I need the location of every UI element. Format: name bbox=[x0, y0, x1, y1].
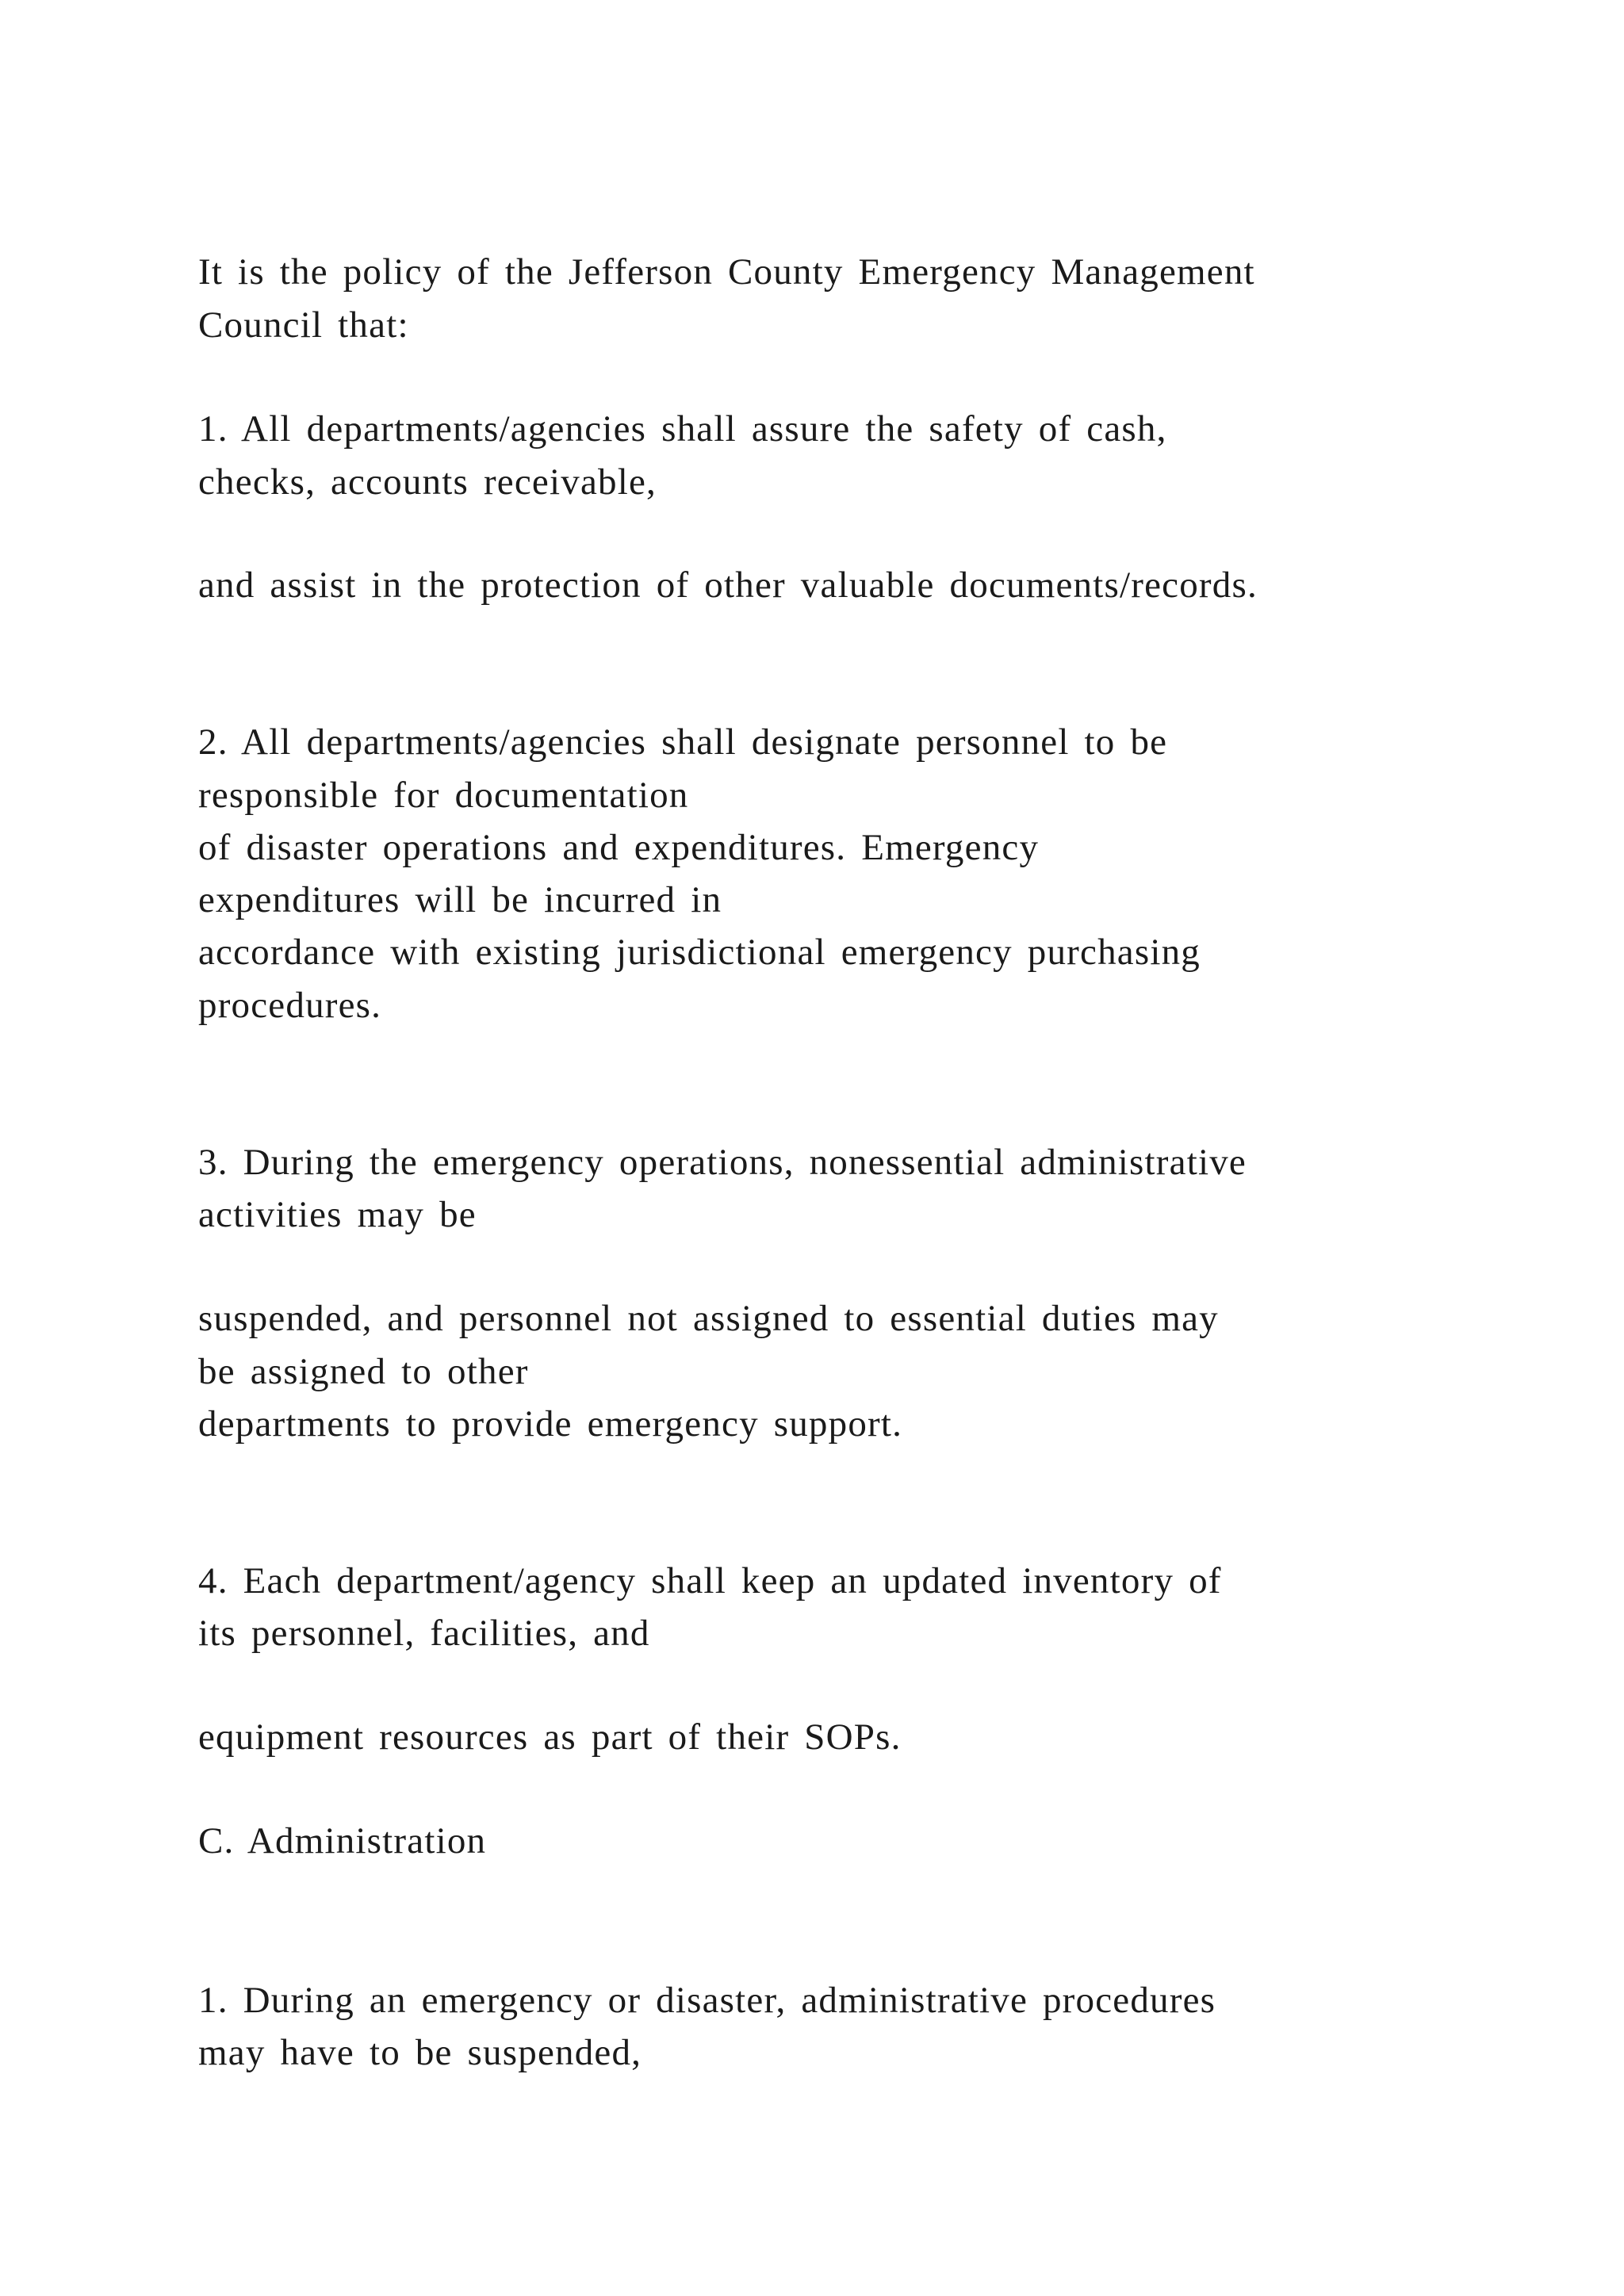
item-4-line-1: 4. Each department/agency shall keep an updated inventory of bbox=[198, 1560, 1222, 1601]
admin-item-1-line-2: may have to be suspended, bbox=[198, 2032, 642, 2073]
item-3-line-5: departments to provide emergency support. bbox=[198, 1403, 903, 1445]
section-heading-administration: C. Administration bbox=[198, 1820, 487, 1862]
item-4-line-2: its personnel, facilities, and bbox=[198, 1613, 650, 1654]
item-1-line-1: 1. All departments/agencies shall assure the safety of cash, bbox=[198, 408, 1167, 450]
item-2-line-2: responsible for documentation bbox=[198, 775, 689, 816]
admin-item-1-line-1: 1. During an emergency or disaster, administrative procedures bbox=[198, 1980, 1216, 2021]
item-1-line-3: and assist in the protection of other valuable documents/records. bbox=[198, 564, 1258, 606]
item-1-line-2: checks, accounts receivable, bbox=[198, 461, 657, 503]
item-2-line-3: of disaster operations and expenditures. Emergency bbox=[198, 827, 1040, 868]
policy-intro-line-1: It is the policy of the Jefferson County Emergency Management bbox=[198, 251, 1255, 293]
item-3-line-2: activities may be bbox=[198, 1194, 477, 1235]
item-2-line-6: procedures. bbox=[198, 985, 382, 1026]
item-3-line-3: suspended, and personnel not assigned to essential duties may bbox=[198, 1298, 1219, 1339]
item-2-line-4: expenditures will be incurred in bbox=[198, 879, 722, 920]
item-3-line-1: 3. During the emergency operations, nonessential administrative bbox=[198, 1142, 1247, 1183]
policy-intro-line-2: Council that: bbox=[198, 304, 409, 346]
item-2-line-5: accordance with existing jurisdictional emergency purchasing bbox=[198, 932, 1201, 973]
item-2-line-1: 2. All departments/agencies shall designate personnel to be bbox=[198, 721, 1168, 763]
item-4-line-3: equipment resources as part of their SOPs. bbox=[198, 1716, 902, 1758]
item-3-line-4: be assigned to other bbox=[198, 1351, 529, 1392]
